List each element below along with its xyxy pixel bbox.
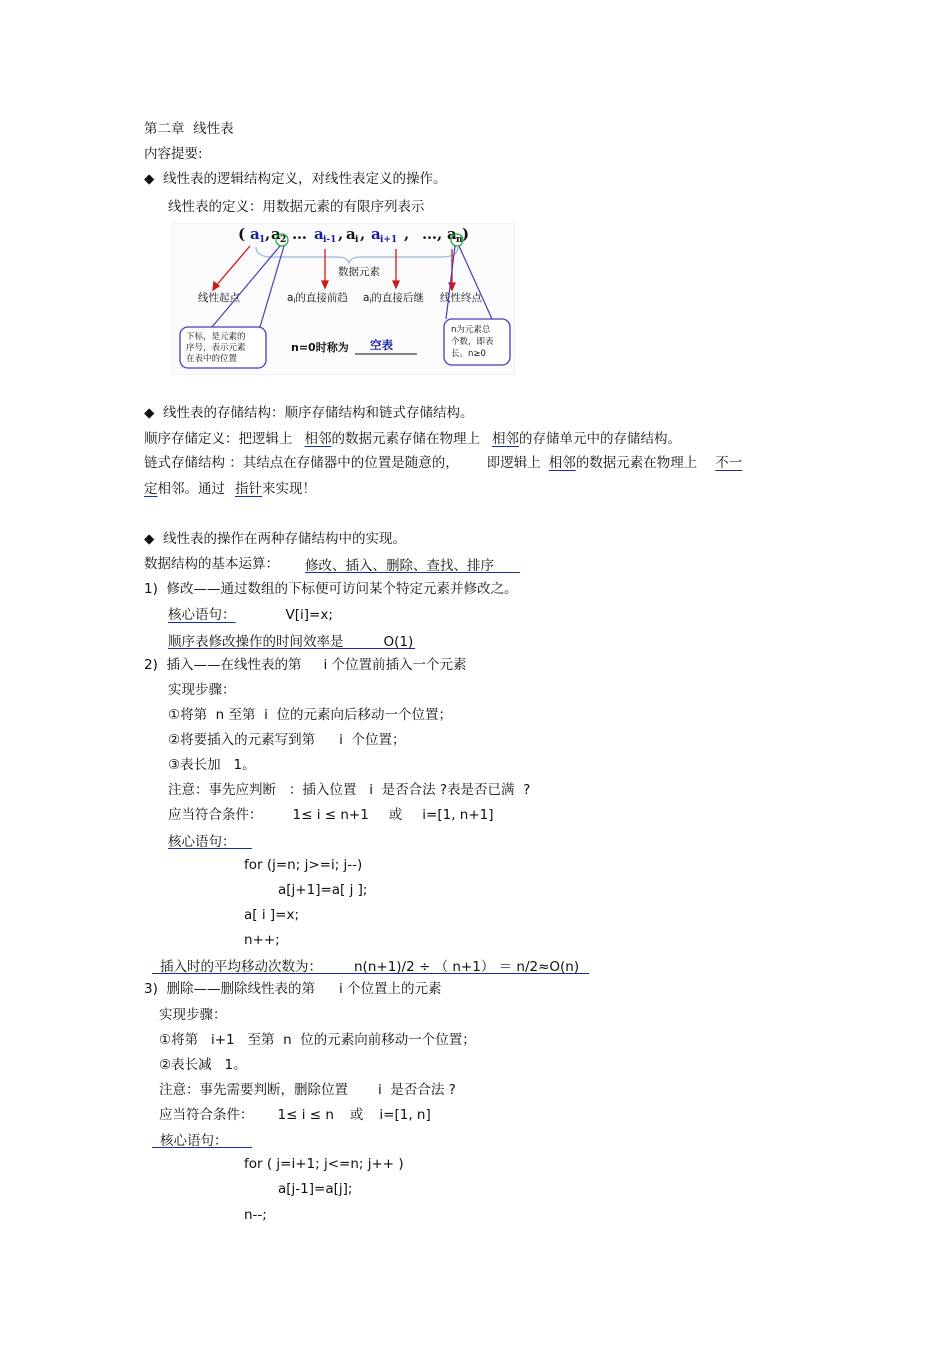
insert-condition: 应当符合条件： 1≤ i ≤ n+1 或 i=[1, n+1] (168, 807, 494, 823)
svg-text:,: , (265, 225, 271, 243)
delete-code-1: for ( j=i+1; j<=n; j++ ) (244, 1156, 404, 1172)
succ-label: ai的直接后继 (363, 292, 424, 305)
bullet-storage-structure: ◆ 线性表的存储结构：顺序存储结构和链式存储结构。 (144, 405, 474, 421)
subscript-note-line2: 序号，表示元素 (186, 343, 246, 353)
subscript-note-line1: 下标，是元素的 (186, 332, 246, 342)
blank-adjacent-1: 相邻 (304, 431, 332, 447)
seq-open: ( (238, 225, 246, 243)
chapter-title: 第二章 线性表 (144, 121, 234, 137)
seq-dots2: …, (422, 225, 443, 243)
basic-operations: 数据结构的基本运算： 修改、插入、删除、查找、排序 (144, 555, 520, 573)
sequential-storage-definition: 顺序存储定义：把逻辑上 相邻的数据元素存储在物理上 相邻的存储单元中的存储结构。 (144, 431, 681, 447)
seq-ai-sub: i (355, 235, 359, 245)
insert-code-3: a[ i ]=x; (244, 907, 299, 923)
delete-title: 3) 删除——删除线性表的第 i 个位置上的元素 (144, 981, 442, 997)
blank-pointer: 指针 (235, 481, 262, 497)
seq-a1-sub: 1 (259, 235, 266, 245)
blank-adjacent-3: 相邻 (548, 455, 576, 471)
seq-a2-sub: 2 (280, 235, 287, 245)
insert-note: 注意：事先应判断 ：插入位置 i 是否合法 ?表是否已满 ? (168, 782, 531, 798)
seq-ai1: a (314, 225, 324, 243)
end-label: 线性终点 (440, 292, 482, 304)
seq-a1: a (250, 225, 260, 243)
insert-average: 插入时的平均移动次数为： n(n+1)/2 ÷ （ n+1） ＝ n/2≈O(n) (152, 956, 589, 974)
blank-adjacent-2: 相邻 (492, 431, 519, 447)
insert-step-2: ②将要插入的元素写到第 i 个位置； (168, 732, 406, 748)
svg-text:,: , (338, 225, 344, 243)
seq-ai2-sub: i+1 (380, 235, 398, 245)
insert-code-2: a[j+1]=a[ j ]; (278, 882, 368, 898)
linear-list-diagram (172, 223, 515, 375)
n-note-line2: 个数，即表 (451, 337, 494, 347)
delete-code-2: a[j-1]=a[j]; (278, 1181, 353, 1197)
empty-table-value: 空表 (370, 338, 393, 352)
linked-storage-definition: 链式存储结构 ：其结点在存储器中的位置是随意的， 即逻辑上 相邻的数据元素在物理上 不一 (144, 455, 743, 471)
seq-ai2: a (371, 225, 381, 243)
basic-operations-value: 修改、插入、删除、查找、排序 (305, 557, 520, 573)
summary-label: 内容提要: (144, 146, 203, 162)
svg-text:,: , (360, 225, 366, 243)
start-label: 线性起点 (198, 292, 240, 304)
modify-efficiency: 顺序表修改操作的时间效率是 O(1) (168, 634, 414, 650)
delete-condition: 应当符合条件： 1≤ i ≤ n 或 i=[1, n] (159, 1107, 431, 1123)
bullet-logical-structure: ◆ 线性表的逻辑结构定义，对线性表定义的操作。 (144, 171, 447, 187)
delete-step-1: ①将第 i+1 至第 n 位的元素向前移动一个位置； (159, 1032, 476, 1048)
blank-not-necessarily-1: 不一 (715, 455, 743, 471)
svg-text:,: , (404, 225, 410, 243)
linked-storage-definition-cont: 定相邻。通过 指针来实现！ (144, 481, 316, 497)
seq-a2: a (271, 225, 281, 243)
blank-not-necessarily-2: 定 (144, 481, 158, 497)
empty-table-label: n=0时称为 (291, 341, 349, 354)
insert-average-value: n(n+1)/2 ÷ （ n+1） ＝ n/2≈O(n) (354, 958, 589, 974)
pred-label: ai的直接前趋 (287, 292, 348, 305)
seq-an: a (447, 225, 457, 243)
insert-step-1: ①将第 n 至第 i 位的元素向后移动一个位置； (168, 707, 452, 723)
insert-core-label: 核心语句： (168, 831, 252, 849)
insert-code-1: for (j=n; j>=i; j--) (244, 857, 363, 873)
n-note-line1: n为元素总 (451, 325, 491, 335)
seq-close: ) (462, 225, 470, 243)
modify-title: 1) 修改——通过数组的下标便可访问某个特定元素并修改之。 (144, 581, 518, 597)
delete-steps-label: 实现步骤： (159, 1007, 227, 1023)
subscript-note-line3: 在表中的位置 (186, 354, 238, 364)
data-elements-label: 数据元素 (338, 266, 380, 278)
definition-text: 线性表的定义：用数据元素的有限序列表示 (168, 199, 425, 215)
seq-ai1-sub: i-1 (323, 235, 337, 245)
modify-efficiency-value: O(1) (344, 633, 416, 649)
seq-dots1: … (292, 225, 307, 243)
insert-step-3: ③表长加 1。 (168, 757, 256, 773)
delete-code-3: n--; (244, 1207, 267, 1223)
delete-step-2: ②表长减 1。 (159, 1057, 247, 1073)
seq-an-sub: n (456, 235, 463, 245)
modify-core-code: V[i]=x; (285, 607, 333, 623)
insert-steps-label: 实现步骤： (168, 682, 236, 698)
delete-core-label: 核心语句： (152, 1130, 252, 1148)
delete-note: 注意：事先需要判断，删除位置 i 是否合法 ? (159, 1082, 456, 1098)
bullet-operations: ◆ 线性表的操作在两种存储结构中的实现。 (144, 531, 406, 547)
modify-core: 核心语句： V[i]=x; (168, 607, 333, 623)
insert-code-4: n++; (244, 932, 280, 948)
insert-title: 2) 插入——在线性表的第 i 个位置前插入一个元素 (144, 657, 467, 673)
seq-ai: a (346, 225, 356, 243)
n-note-line3: 长。n≥0 (451, 349, 486, 359)
